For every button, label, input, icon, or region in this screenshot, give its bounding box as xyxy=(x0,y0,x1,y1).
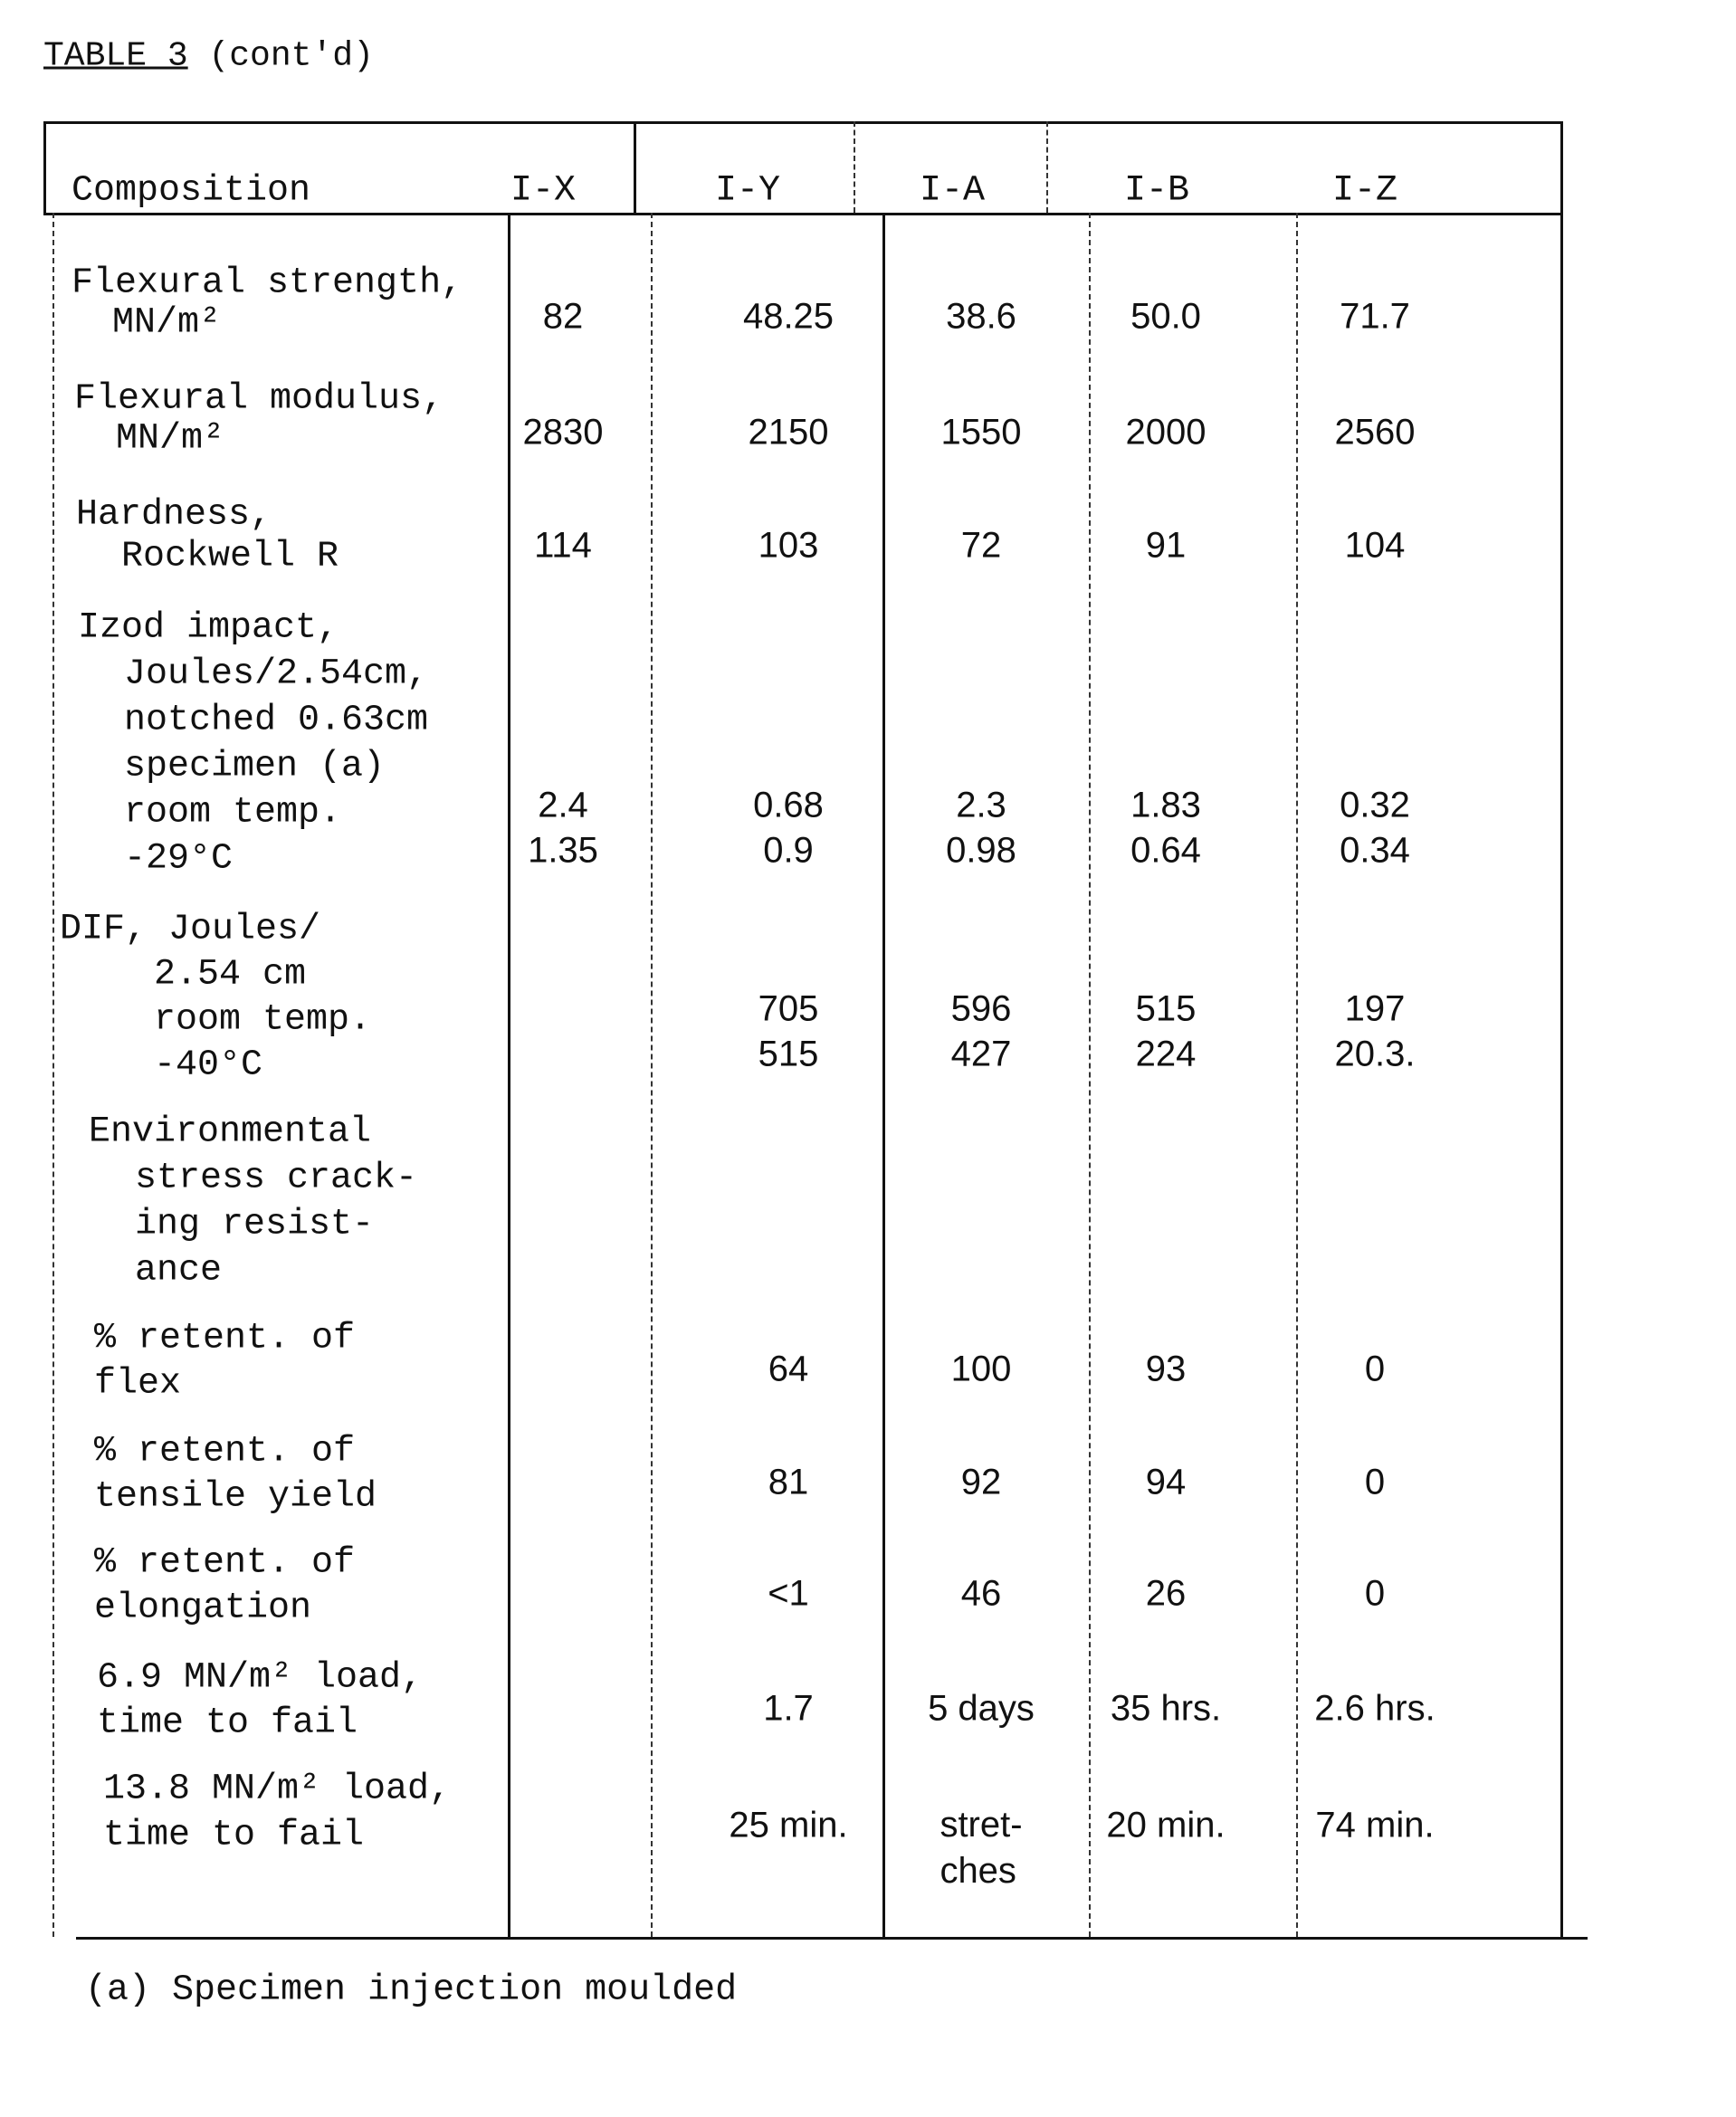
table-cell-i-b: 2000 xyxy=(1126,410,1207,456)
table-cell-i-a: 38.6 xyxy=(946,294,1016,340)
row-label-line: % retent. of xyxy=(94,1316,355,1362)
header-separator xyxy=(854,121,855,213)
table-cell-i-y: 705 xyxy=(758,987,819,1033)
table-cell-i-b: 224 xyxy=(1136,1032,1197,1078)
table-cell-i-b: 94 xyxy=(1146,1460,1187,1506)
table-cell-i-y: 2150 xyxy=(749,410,829,456)
header-column: I-X xyxy=(510,171,576,212)
table-cell-i-b: 26 xyxy=(1146,1571,1187,1617)
table-cell-i-y: 25 min. xyxy=(729,1803,847,1849)
row-label-line: stress crack- xyxy=(113,1156,417,1202)
table-left-border xyxy=(52,213,54,1937)
column-separator xyxy=(1089,213,1091,1937)
header-column: I-Y xyxy=(715,171,780,212)
row-label-line: room temp. xyxy=(110,997,371,1044)
table-cell-i-z: 2560 xyxy=(1335,410,1416,456)
row-label-line: Flexural strength, xyxy=(72,261,463,307)
row-label-line: -40°C xyxy=(110,1043,262,1089)
table-cell-i-b: 35 hrs. xyxy=(1111,1686,1221,1732)
row-label-line: DIF, Joules/ xyxy=(60,907,320,953)
table-cell-i-a: 427 xyxy=(951,1032,1012,1078)
row-label-line: MN/m² xyxy=(94,416,224,462)
table-cell-i-b: 0.64 xyxy=(1130,828,1201,874)
row-label-line: MN/m² xyxy=(91,300,221,347)
table-cell-i-b: 50.0 xyxy=(1130,294,1201,340)
row-label-line: -29°C xyxy=(102,836,233,882)
table-cell-i-a: 5 days xyxy=(928,1686,1035,1732)
table-cell-i-y: 0.68 xyxy=(753,783,824,829)
table-cell-i-a: 46 xyxy=(961,1571,1002,1617)
row-label-line: % retent. of xyxy=(94,1429,355,1475)
row-label-line: tensile yield xyxy=(94,1474,377,1521)
footnote: (a) Specimen injection moulded xyxy=(85,1968,737,2014)
row-label-line: % retent. of xyxy=(94,1540,355,1587)
header-composition: Composition xyxy=(72,168,310,215)
table-cell-i-x: 114 xyxy=(534,523,592,569)
row-label-line: time to fail xyxy=(97,1701,358,1747)
table-cell-i-a: 2.3 xyxy=(956,783,1006,829)
table-cell-i-y: 103 xyxy=(758,523,819,569)
header-column: I-A xyxy=(920,171,985,212)
row-label-line: ance xyxy=(113,1248,222,1294)
row-label-line: elongation xyxy=(94,1586,311,1632)
row-label-line: 2.54 cm xyxy=(110,952,306,998)
row-label-line: time to fail xyxy=(103,1813,364,1859)
header-separator xyxy=(1046,121,1048,213)
table-cell-i-y: <1 xyxy=(768,1571,809,1617)
table-cell-i-z: 197 xyxy=(1345,987,1406,1033)
row-label-line: notched 0.63cm xyxy=(102,698,428,744)
table-cell-i-a: 92 xyxy=(961,1460,1002,1506)
table-title xyxy=(43,33,374,80)
table-cell-i-y: 515 xyxy=(758,1032,819,1078)
document-page xyxy=(0,0,1736,2117)
table-number: TABLE 3 xyxy=(43,37,188,76)
row-label-line: specimen (a) xyxy=(102,744,385,790)
row-label-line: ing resist- xyxy=(113,1202,374,1248)
row-label-line: room temp. xyxy=(102,790,341,836)
table-cell-i-x: 2830 xyxy=(523,410,604,456)
table-cell-i-z: 0 xyxy=(1365,1460,1385,1506)
table-title-suffix: (cont'd) xyxy=(188,37,374,76)
row-label-line: Hardness, xyxy=(76,492,272,539)
table-cell-i-z: 74 min. xyxy=(1315,1803,1434,1849)
table-cell-i-b: 515 xyxy=(1136,987,1197,1033)
table-cell-i-x: 1.35 xyxy=(528,828,598,874)
table-cell-i-x: 82 xyxy=(543,294,584,340)
table-top-border xyxy=(43,121,1562,124)
table-cell-i-a: 72 xyxy=(961,523,1002,569)
header-column: I-Z xyxy=(1332,171,1397,212)
table-cell-i-x: 2.4 xyxy=(538,783,588,829)
table-right-border xyxy=(1560,121,1563,1937)
table-cell-i-y: 81 xyxy=(768,1460,809,1506)
header-separator xyxy=(634,121,636,213)
table-cell-i-z: 0.32 xyxy=(1340,783,1410,829)
table-cell-i-b: 93 xyxy=(1146,1347,1187,1393)
table-cell-i-y: 0.9 xyxy=(763,828,814,874)
row-label-line: Rockwell R xyxy=(100,534,339,580)
table-cell-i-y: 64 xyxy=(768,1347,809,1393)
table-cell-i-z: 0 xyxy=(1365,1571,1385,1617)
table-cell-i-y: 1.7 xyxy=(763,1686,814,1732)
table-cell-i-a: 596 xyxy=(951,987,1012,1033)
column-separator xyxy=(882,213,885,1937)
row-label-line: Joules/2.54cm, xyxy=(102,652,428,698)
column-separator xyxy=(651,213,653,1937)
row-label-line: Flexural modulus, xyxy=(74,377,444,423)
row-label-line: Izod impact, xyxy=(78,606,339,652)
table-cell-i-z: 104 xyxy=(1345,523,1406,569)
column-separator xyxy=(1296,213,1298,1937)
table-cell-i-z: 2.6 hrs. xyxy=(1314,1686,1435,1732)
table-cell-i-a: 0.98 xyxy=(946,828,1016,874)
header-column: I-B xyxy=(1124,171,1189,212)
table-cell-i-z: 0 xyxy=(1365,1347,1385,1393)
row-label-line: flex xyxy=(94,1361,181,1407)
table-cell-i-b: 91 xyxy=(1146,523,1187,569)
row-label-line: Environmental xyxy=(89,1110,371,1156)
table-cell-i-y: 48.25 xyxy=(743,294,834,340)
row-label-line: 13.8 MN/m² load, xyxy=(103,1767,451,1813)
table-cell-i-z: 71.7 xyxy=(1340,294,1410,340)
column-separator xyxy=(508,213,510,1937)
table-cell-i-a: 1550 xyxy=(941,410,1022,456)
row-label-line: 6.9 MN/m² load, xyxy=(97,1655,423,1702)
table-bottom-border xyxy=(76,1937,1588,1940)
table-left-border-header xyxy=(43,121,46,213)
table-cell-i-a: stret- ches xyxy=(940,1802,1022,1894)
table-cell-i-z: 20.3. xyxy=(1335,1032,1416,1078)
table-cell-i-b: 20 min. xyxy=(1106,1803,1225,1849)
table-cell-i-z: 0.34 xyxy=(1340,828,1410,874)
table-cell-i-a: 100 xyxy=(951,1347,1012,1393)
table-cell-i-b: 1.83 xyxy=(1130,783,1201,829)
